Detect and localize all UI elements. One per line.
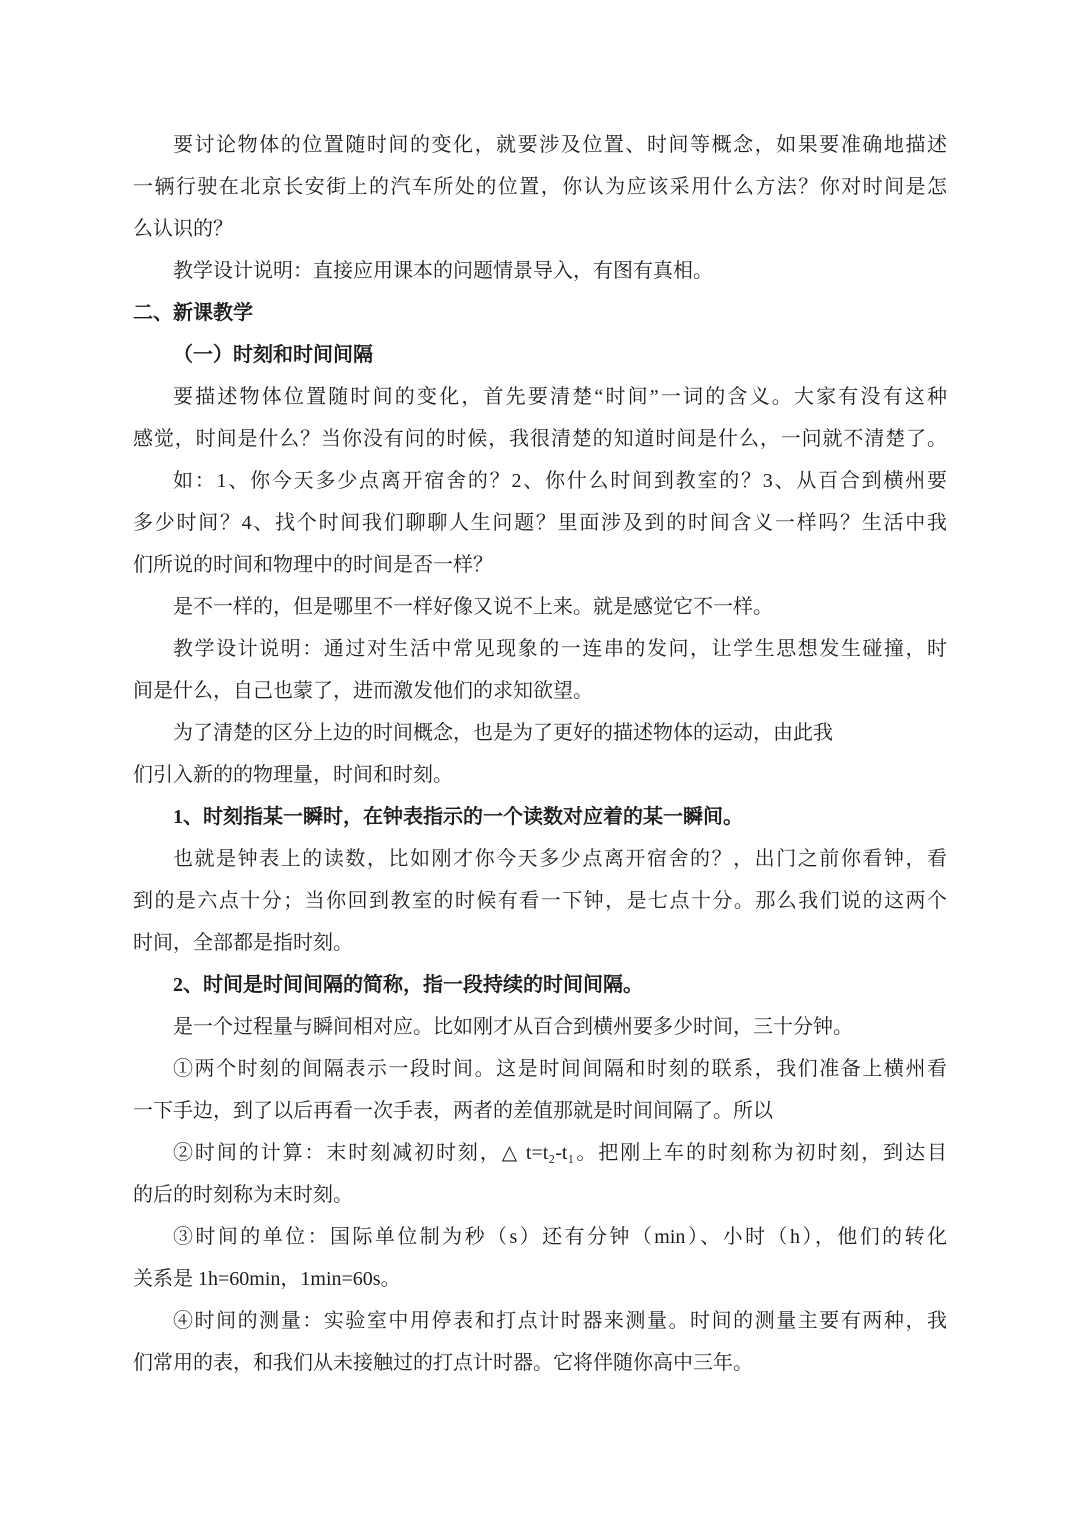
text-line: 多少时间？4、找个时间我们聊聊人生问题？里面涉及到的时间含义一样吗？生活中我	[133, 512, 947, 534]
definition-heading	[133, 796, 947, 838]
text-line: 感觉，时间是什么？当你没有问的时候，我很清楚的知道时间是什么，一问就不清楚了。	[133, 428, 947, 450]
numbered-point	[133, 1132, 947, 1216]
text-line: 1、时刻指某一瞬时，在钟表指示的一个读数对应着的某一瞬间。	[173, 806, 743, 828]
body-paragraph	[133, 838, 947, 964]
text-line: 是一个过程量与瞬间相对应。比如刚才从百合到横州要多少时间，三十分钟。	[173, 1016, 853, 1038]
subsection-heading	[133, 334, 947, 376]
text-line: 教学设计说明：通过对生活中常见现象的一连串的发问，让学生思想发生碰撞，时	[173, 638, 947, 660]
text-line: 教学设计说明：直接应用课本的问题情景导入，有图有真相。	[173, 260, 713, 282]
document-body	[133, 124, 947, 1384]
text-line: 们所说的时间和物理中的时间是否一样？	[133, 554, 493, 576]
text-line: 们引入新的的物理量，时间和时刻。	[133, 764, 453, 786]
text-line: 时间，全部都是指时刻。	[133, 932, 353, 954]
text-line: 是不一样的，但是哪里不一样好像又说不上来。就是感觉它不一样。	[173, 596, 773, 618]
text-line: 间是什么，自己也蒙了，进而激发他们的求知欲望。	[133, 680, 593, 702]
text-line: 为了清楚的区分上边的时间概念，也是为了更好的描述物体的运动，由此我	[173, 722, 833, 744]
body-paragraph	[133, 712, 947, 796]
definition-heading	[133, 964, 947, 1006]
body-paragraph	[133, 250, 947, 292]
text-line: 到的是六点十分；当你回到教室的时候有看一下钟，是七点十分。那么我们说的这两个	[133, 890, 947, 912]
numbered-point	[133, 1300, 947, 1384]
body-paragraph	[133, 460, 947, 586]
numbered-point	[133, 1048, 947, 1132]
text-line: 也就是钟表上的读数，比如刚才你今天多少点离开宿舍的？，出门之前你看钟，看	[173, 848, 947, 870]
text-line: 要描述物体位置随时间的变化，首先要清楚“时间”一词的含义。大家有没有这种	[173, 386, 947, 408]
text-line: （一）时刻和时间间隔	[173, 344, 373, 366]
text-line: 么认识的？	[133, 218, 233, 240]
text-line: 2、时间是时间间隔的简称，指一段持续的时间间隔。	[173, 974, 643, 996]
text-line: 要讨论物体的位置随时间的变化，就要涉及位置、时间等概念，如果要准确地描述	[173, 134, 947, 156]
text-line: 二、新课教学	[133, 302, 253, 324]
body-paragraph	[133, 376, 947, 460]
text-line: 们常用的表，和我们从未接触过的打点计时器。它将伴随你高中三年。	[133, 1352, 753, 1374]
text-line: ①两个时刻的间隔表示一段时间。这是时间间隔和时刻的联系，我们准备上横州看	[173, 1058, 947, 1080]
text-line: 如：1、你今天多少点离开宿舍的？2、你什么时间到教室的？3、从百合到横州要	[173, 470, 947, 492]
section-heading	[133, 292, 947, 334]
text-line: ②时间的计算：末时刻减初时刻，△ t=t₂-t₁。把刚上车的时刻称为初时刻，到达目	[173, 1142, 947, 1164]
text-line: ③时间的单位：国际单位制为秒（s）还有分钟（min）、小时（h），他们的转化	[173, 1226, 947, 1248]
body-paragraph	[133, 124, 947, 250]
body-paragraph	[133, 1006, 947, 1048]
body-paragraph	[133, 628, 947, 712]
body-paragraph	[133, 586, 947, 628]
text-line: ④时间的测量：实验室中用停表和打点计时器来测量。时间的测量主要有两种，我	[173, 1310, 947, 1332]
text-line: 一下手边，到了以后再看一次手表，两者的差值那就是时间间隔了。所以	[133, 1100, 773, 1122]
text-line: 的后的时刻称为末时刻。	[133, 1184, 353, 1206]
text-line: 一辆行驶在北京长安街上的汽车所处的位置，你认为应该采用什么方法？你对时间是怎	[133, 176, 947, 198]
numbered-point	[133, 1216, 947, 1300]
text-line: 关系是 1h=60min，1min=60s。	[133, 1268, 401, 1290]
